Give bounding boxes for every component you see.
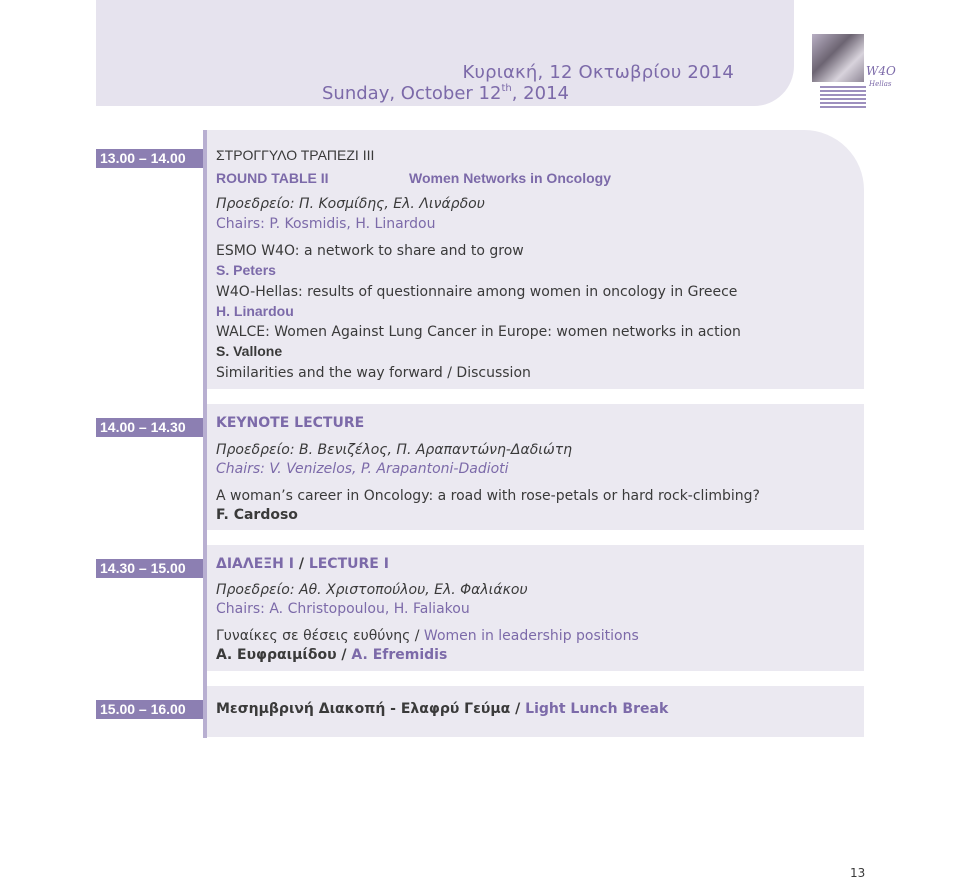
session-3-talk-english: Women in leadership positions [423, 628, 639, 644]
session-3-chairs-english: Chairs: A. Christopoulou, H. Faliakou [216, 601, 470, 617]
date-english-sup: th [501, 83, 512, 94]
session-3-speaker [216, 647, 447, 663]
session-time-2: 14.00 – 14.30 [96, 418, 203, 437]
session-2-talk: A woman’s career in Oncology: a road with rose-petals or hard rock-climbing? [216, 488, 760, 504]
logo-subtitle: Hellas [869, 80, 892, 88]
session-2-chairs-english: Chairs: V. Venizelos, P. Arapantoni-Dadioti [216, 461, 509, 477]
session-1-theme: Women Networks in Oncology [409, 170, 611, 186]
session-4-title-greek: Μεσημβρινή Διακοπή - Ελαφρύ Γεύμα [216, 701, 511, 717]
session-3-speaker-sep: / [341, 647, 347, 663]
logo-photo [812, 34, 864, 82]
date-english-year: , 2014 [511, 83, 569, 104]
session-4-title [216, 701, 668, 717]
session-3-speaker-greek: Α. Ευφραιμίδου [216, 647, 337, 663]
date-english [322, 83, 569, 104]
session-time-3: 14.30 – 15.00 [96, 559, 203, 578]
session-time-4: 15.00 – 16.00 [96, 700, 203, 719]
talk-2-title: W4O-Hellas: results of questionnaire among women in oncology in Greece [216, 284, 738, 300]
session-2-speaker: F. Cardoso [216, 507, 298, 523]
session-2-title: KEYNOTE LECTURE [216, 415, 365, 431]
date-greek: Κυριακή, 12 Οκτωβρίου 2014 [462, 62, 734, 83]
talk-3-title: WALCE: Women Against Lung Cancer in Europe: women networks in action [216, 324, 741, 340]
talk-1-speaker: S. Peters [216, 262, 276, 278]
session-4-title-english: Light Lunch Break [525, 701, 669, 717]
session-3-talk [216, 628, 639, 644]
logo-title: W4O [866, 64, 896, 78]
session-time-1: 13.00 – 14.00 [96, 149, 203, 168]
date-english-main: Sunday, October 12 [322, 83, 502, 104]
w4o-hellas-logo [812, 34, 894, 112]
session-3-talk-sep: / [414, 628, 420, 644]
session-1-title-english: ROUND TABLE II [216, 170, 329, 186]
session-3-title-english: LECTURE I [308, 556, 389, 572]
session-3-chairs-greek: Προεδρείο: Αθ. Χριστοπούλου, Ελ. Φαλιάκου [216, 582, 528, 598]
talk-1-title: ESMO W4O: a network to share and to grow [216, 243, 524, 259]
session-3-title-sep: / [298, 556, 304, 572]
logo-strip [820, 86, 866, 108]
talk-3-speaker: S. Vallone [216, 343, 283, 359]
session-3-title-greek: ΔΙΑΛΕΞΗ Ι [216, 556, 294, 572]
session-1-chairs-english: Chairs: P. Kosmidis, H. Linardou [216, 216, 436, 232]
session-1-chairs-greek: Προεδρείο: Π. Κοσμίδης, Ελ. Λινάρδου [216, 196, 485, 212]
session-panel-1 [207, 130, 864, 389]
session-3-talk-greek: Γυναίκες σε θέσεις ευθύνης [216, 628, 411, 644]
page-number: 13 [850, 866, 866, 880]
session-1-title-greek: ΣΤΡΟΓΓΥΛΟ ΤΡΑΠΕΖΙ ΙΙΙ [216, 147, 375, 163]
session-2-chairs-greek: Προεδρείο: Β. Βενιζέλος, Π. Αραπαντώνη-Δαδιώτη [216, 442, 573, 458]
session-3-title [216, 556, 389, 572]
session-4-title-sep: / [515, 701, 521, 717]
session-1-closing: Similarities and the way forward / Discussion [216, 365, 531, 381]
session-3-speaker-english: A. Efremidis [351, 647, 448, 663]
talk-2-speaker: H. Linardou [216, 303, 294, 319]
